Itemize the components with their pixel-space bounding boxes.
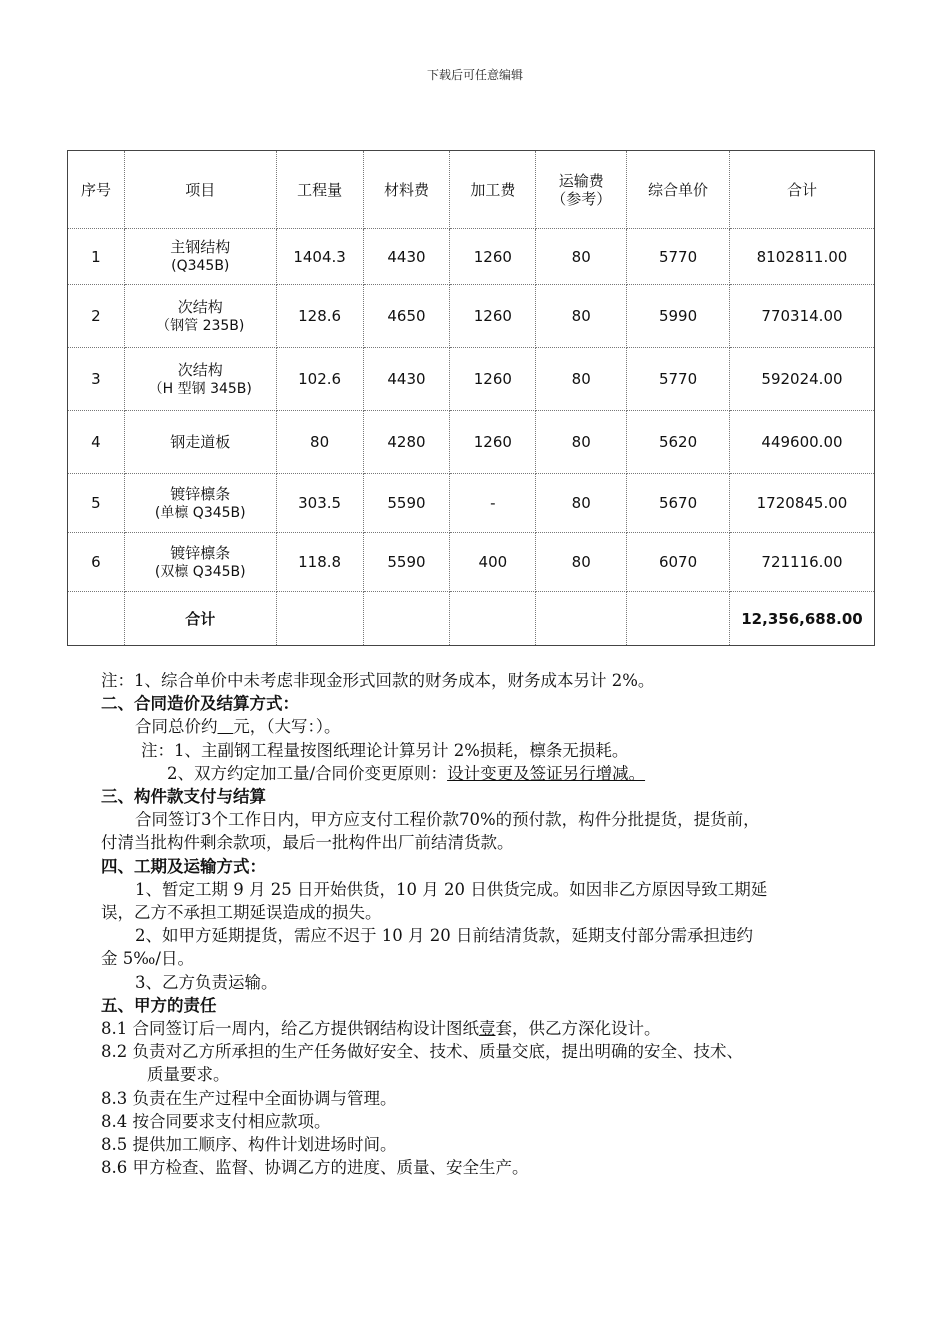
row-transport: 80 <box>536 474 627 533</box>
row-process: - <box>450 474 536 533</box>
clause-8-2: 8.2 负责对乙方所承担的生产任务做好安全、技术、质量交底，提出明确的安全、技术、 <box>101 1042 743 1062</box>
row-qty: 80 <box>276 411 363 474</box>
table-row <box>68 411 875 474</box>
row-no: 2 <box>68 285 125 348</box>
price-table <box>67 150 875 646</box>
header-note: 下载后可任意编辑 <box>426 68 523 82</box>
table-row <box>68 533 875 592</box>
header-cell: 综合单价 <box>627 151 730 229</box>
row-item: 主钢结构 (Q345B) <box>124 229 276 285</box>
row-qty: 128.6 <box>276 285 363 348</box>
row-material: 4650 <box>363 285 450 348</box>
row-qty: 1404.3 <box>276 229 363 285</box>
row-total: 592024.00 <box>729 348 874 411</box>
contract-body <box>101 669 881 1179</box>
row-item: 次结构 （钢管 235B) <box>124 285 276 348</box>
section-title: 三、构件款支付与结算 <box>101 787 266 807</box>
body-line: 3、乙方负责运输。 <box>135 972 278 992</box>
row-process: 400 <box>450 533 536 592</box>
row-total: 1720845.00 <box>729 474 874 533</box>
row-material: 4280 <box>363 411 450 474</box>
table-row <box>68 474 875 533</box>
row-process: 1260 <box>450 348 536 411</box>
body-line: 付清当批构件剩余款项，最后一批构件出厂前结清货款。 <box>101 833 514 853</box>
note-line: 注：1、综合单价中未考虑非现金形式回款的财务成本，财务成本另计 2%。 <box>101 671 655 690</box>
section-title: 四、工期及运输方式： <box>101 856 266 876</box>
clause-8-1: 8.1 合同签订后一周内，给乙方提供钢结构设计图纸壹套，供乙方深化设计。 <box>101 1019 661 1039</box>
row-material: 5590 <box>363 474 450 533</box>
row-no: 1 <box>68 229 125 285</box>
clause-8-4: 8.4 按合同要求支付相应款项。 <box>101 1111 331 1131</box>
header-cell: 运输费 （参考） <box>536 151 627 229</box>
body-line: 注：1、主副钢工程量按图纸理论计算另计 2%损耗，檩条无损耗。 <box>141 740 629 760</box>
table-header-row <box>68 151 875 229</box>
header-cell: 合计 <box>729 151 874 229</box>
header-cell: 工程量 <box>276 151 363 229</box>
row-process: 1260 <box>450 411 536 474</box>
row-no: 6 <box>68 533 125 592</box>
clause-8-5: 8.5 提供加工顺序、构件计划进场时间。 <box>101 1135 397 1155</box>
row-no: 4 <box>68 411 125 474</box>
body-line: 2、如甲方延期提货，需应不迟于 10 月 20 日前结清货款，延期支付部分需承担违约 <box>135 926 753 946</box>
row-item: 镀锌檩条 (双檩 Q345B) <box>124 533 276 592</box>
row-unit: 6070 <box>627 533 730 592</box>
body-line: 合同总价约 元，（大写：）。 <box>135 717 341 737</box>
body-line: 合同签订3个工作日内，甲方应支付工程价款70%的预付款，构件分批提货，提货前， <box>135 810 760 830</box>
row-material: 4430 <box>363 229 450 285</box>
body-line: 1、暂定工期 9 月 25 日开始供货，10 月 20 日供货完成。如因非乙方原因导致工期延 <box>135 879 768 899</box>
section-title: 五、甲方的责任 <box>101 995 217 1015</box>
table-row <box>68 229 875 285</box>
row-transport: 80 <box>536 229 627 285</box>
row-process: 1260 <box>450 285 536 348</box>
row-item: 钢走道板 <box>124 411 276 474</box>
body-line: 金 5‰/日。 <box>101 949 194 969</box>
clause-8-2-cont: 质量要求。 <box>147 1065 230 1085</box>
header-cell: 序号 <box>68 151 125 229</box>
header-cell: 材料费 <box>363 151 450 229</box>
price-blank <box>218 717 234 736</box>
table-sum-row <box>68 592 875 646</box>
row-total: 770314.00 <box>729 285 874 348</box>
row-no: 5 <box>68 474 125 533</box>
table-row <box>68 348 875 411</box>
row-qty: 303.5 <box>276 474 363 533</box>
row-qty: 102.6 <box>276 348 363 411</box>
sum-total: 12,356,688.00 <box>729 592 874 646</box>
row-unit: 5770 <box>627 229 730 285</box>
clause-8-3: 8.3 负责在生产过程中全面协调与管理。 <box>101 1088 397 1108</box>
sum-label: 合计 <box>124 592 276 646</box>
row-transport: 80 <box>536 285 627 348</box>
row-material: 5590 <box>363 533 450 592</box>
row-total: 449600.00 <box>729 411 874 474</box>
header-cell: 加工费 <box>450 151 536 229</box>
row-item: 镀锌檩条 (单檩 Q345B) <box>124 474 276 533</box>
section-title: 二、合同造价及结算方式： <box>101 694 299 714</box>
table-row <box>68 285 875 348</box>
row-total: 8102811.00 <box>729 229 874 285</box>
row-no: 3 <box>68 348 125 411</box>
row-unit: 5620 <box>627 411 730 474</box>
row-item: 次结构 （H 型钢 345B) <box>124 348 276 411</box>
row-transport: 80 <box>536 533 627 592</box>
row-total: 721116.00 <box>729 533 874 592</box>
row-material: 4430 <box>363 348 450 411</box>
row-transport: 80 <box>536 348 627 411</box>
header-cell: 项目 <box>124 151 276 229</box>
row-transport: 80 <box>536 411 627 474</box>
body-line: 误，乙方不承担工期延误造成的损失。 <box>101 903 382 923</box>
row-qty: 118.8 <box>276 533 363 592</box>
row-unit: 5670 <box>627 474 730 533</box>
row-process: 1260 <box>450 229 536 285</box>
body-line: 2、双方约定加工量/合同价变更原则：设计变更及签证另行增减。 <box>167 763 646 783</box>
row-unit: 5990 <box>627 285 730 348</box>
clause-8-6: 8.6 甲方检查、监督、协调乙方的进度、质量、安全生产。 <box>101 1158 529 1178</box>
row-unit: 5770 <box>627 348 730 411</box>
